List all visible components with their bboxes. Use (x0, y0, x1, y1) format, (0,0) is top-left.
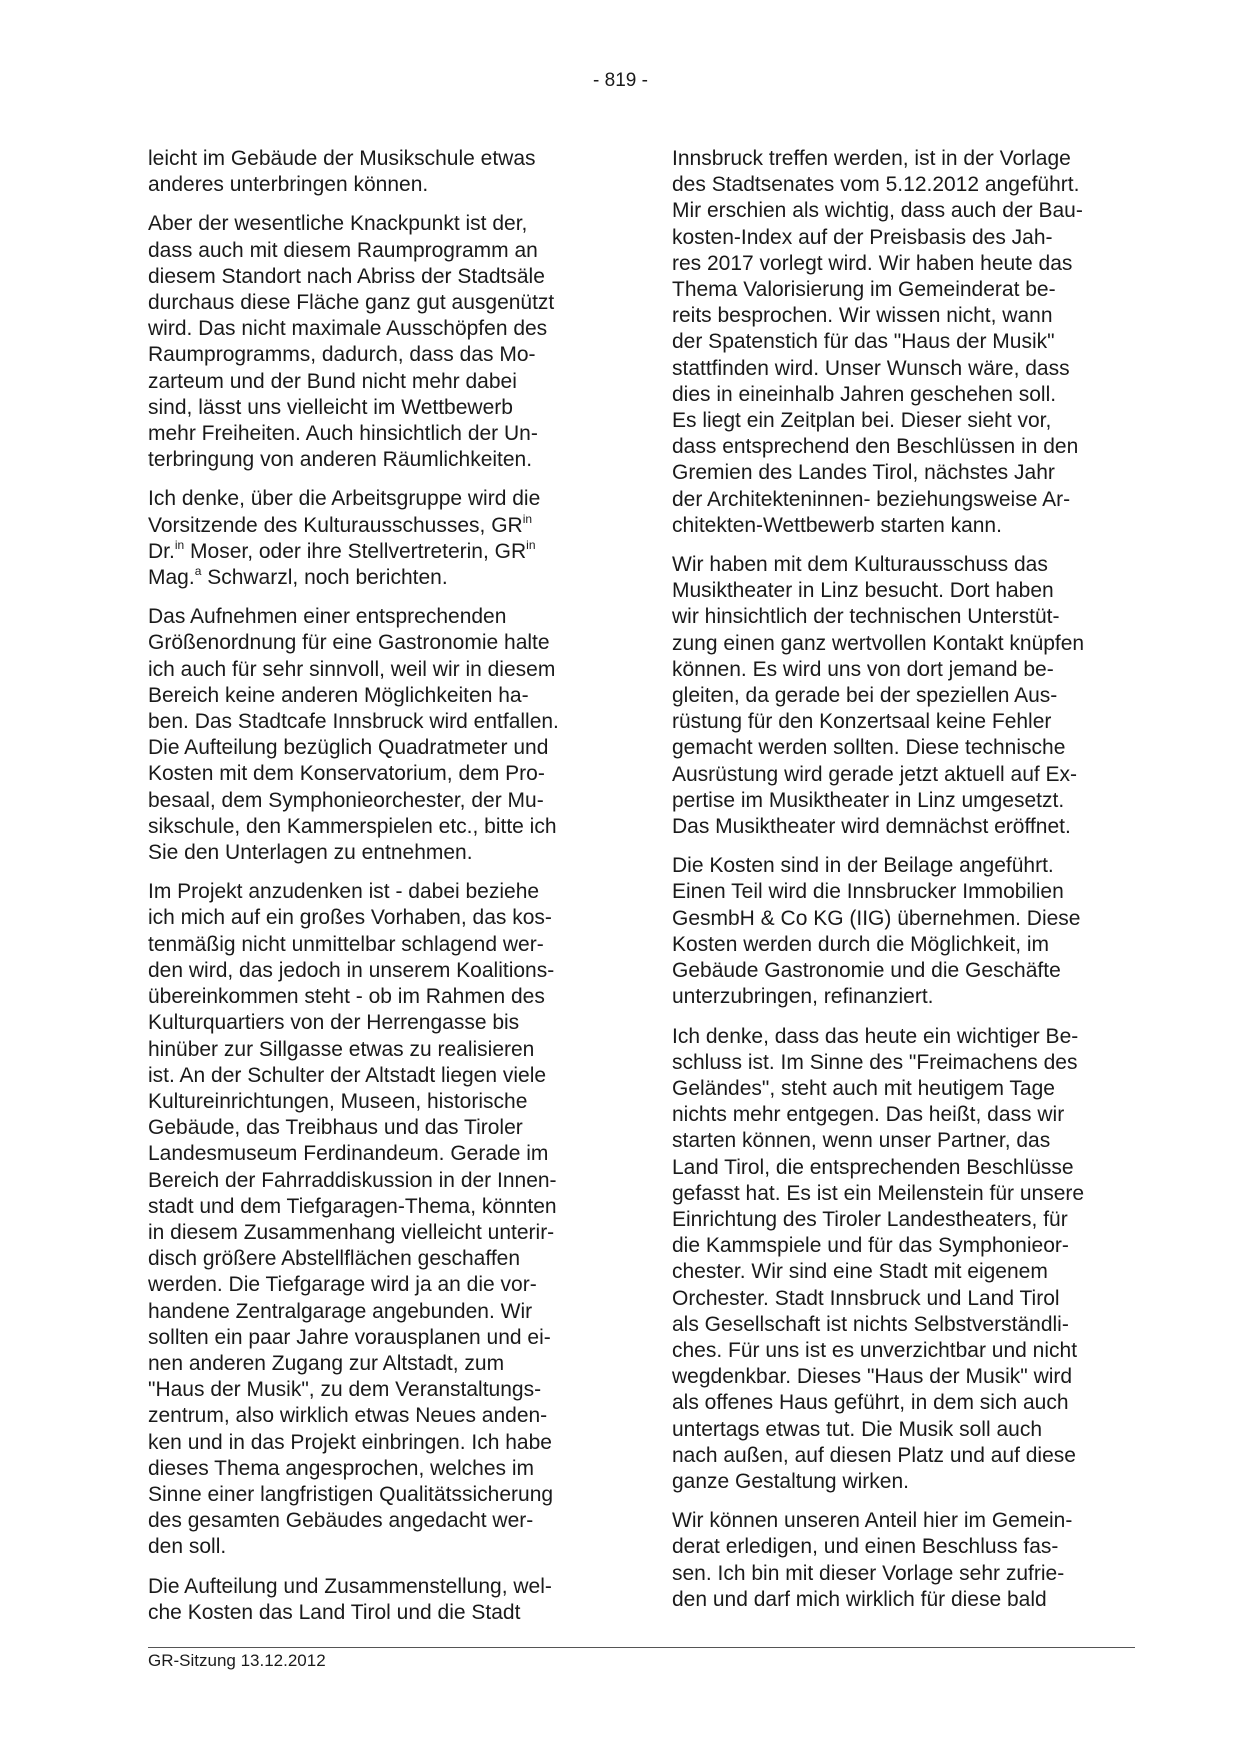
page-number: - 819 - (593, 70, 648, 91)
paragraph: Aber der wesentliche Knackpunkt ist der, dass auch mit diesem Raumprogramm an diesem Standort nach Abriss der Stadtsäle durchaus diese Fläche ganz gut ausgenützt wird. Das nicht maximale Ausschöpfen des Raumprogramms, dadurch, dass das Mo- zarteum und der Bund nicht mehr dabei sind, lässt uns vielleicht im Wettbewerb mehr Freiheiten. Auch hinsichtlich der Un- terbringung von anderen Räumlichkeiten. (148, 212, 555, 472)
paragraph: leicht im Gebäude der Musikschule etwas anderes unterbringen können. (148, 147, 536, 197)
superscript: in (522, 511, 533, 526)
paragraph: Die Aufteilung und Zusammenstellung, wel- che Kosten das Land Tirol und die Stadt (148, 1574, 552, 1624)
text-segment: Schwarzl, noch berichten. (201, 566, 448, 590)
paragraph: Ich denke, dass das heute ein wichtiger Be- schluss ist. Im Sinne des "Freimachens des Geländes", steht auch mit heutigem Tage nichts mehr entgegen. Das heißt, dass wir starten können, wenn unser Partner, das Land Tirol, die entsprechenden Beschlüsse gefasst hat. Es ist ein Meilenstein für unsere Einrichtung des Tiroler Landestheaters, für die Kammspiele und für das Symphonieor- chester. Wir sind eine Stadt mit eigenem Orchester. Stadt Innsbruck und Land Tirol als Gesellschaft ist nichts Selbstverständli- ches. Für uns ist es unverzichtbar und nicht wegdenkbar. Dieses "Haus der Musik" wird als offenes Haus geführt, in dem sich auch untertags etwas tut. Die Musik soll auch nach außen, auf diesen Platz und auf diese ganze Gestaltung wirken. (672, 1024, 1085, 1493)
text-segment: Moser, oder ihre Stellvertreterin, GR (184, 539, 527, 563)
paragraph: Die Kosten sind in der Beilage angeführt. Einen Teil wird die Innsbrucker Immobilien GesmbH & Co KG (IIG) übernehmen. Diese Kosten werden durch die Möglichkeit, im Gebäude Gastronomie und die Geschäfte unterzubringen, refinanziert. (672, 854, 1081, 1009)
text-segment: Dr. (148, 539, 175, 563)
footer-text: GR-Sitzung 13.12.2012 (148, 1651, 326, 1670)
paragraph-with-superscripts (148, 486, 598, 591)
superscript: in (174, 537, 185, 552)
paragraph: Wir haben mit dem Kulturausschuss das Musiktheater in Linz besucht. Dort haben wir hinsichtlich der technischen Unterstüt- zung einen ganz wertvollen Kontakt knüpfen können. Es wird uns von dort jemand be- gleiten, da gerade bei der speziellen Aus- rüstung für den Konzertsaal keine Fehler gemacht werden sollten. Diese technische Ausrüstung wird gerade jetzt aktuell auf Ex- pertise im Musiktheater in Linz umgesetzt. Das Musiktheater wird demnächst eröffnet. (672, 553, 1085, 839)
right-column (672, 146, 1132, 1626)
left-column (148, 146, 598, 1639)
paragraph: Innsbruck treffen werden, ist in der Vorlage des Stadtsenates vom 5.12.2012 angeführt. Mir erschien als wichtig, dass auch der Bau- kosten-Index auf der Preisbasis des Jah- res 2017 vorlegt wird. Wir haben heute das Thema Valorisierung im Gemeinderat be- reits besprochen. Wir wissen nicht, wann der Spatenstich für das "Haus der Musik" stattfinden wird. Unser Wunsch wäre, dass dies in eineinhalb Jahren geschehen soll. Es liegt ein Zeitplan bei. Dieser sieht vor, dass entsprechend den Beschlüssen in den Gremien des Landes Tirol, nächstes Jahr der Architekteninnen- beziehungsweise Ar- chitekten-Wettbewerb starten kann. (672, 147, 1083, 537)
paragraph: Das Aufnehmen einer entsprechenden Größenordnung für eine Gastronomie halte ich auch für sehr sinnvoll, weil wir in diesem Bereich keine anderen Möglichkeiten ha- ben. Das Stadtcafe Innsbruck wird entfallen. Die Aufteilung bezüglich Quadratmeter und Kosten mit dem Konservatorium, dem Pro- besaal, dem Symphonieorchester, der Mu- sikschule, den Kammerspielen etc., bitte ich Sie den Unterlagen zu entnehmen. (148, 605, 559, 865)
superscript: in (526, 537, 536, 552)
text-segment: Mag. (148, 566, 195, 590)
footer-divider (148, 1647, 1135, 1648)
text-segment: Ich denke, über die Arbeitsgruppe wird die Vorsitzende des Kulturausschusses, GR (148, 487, 541, 537)
superscript: a (194, 564, 202, 579)
paragraph: Im Projekt anzudenken ist - dabei beziehe ich mich auf ein großes Vorhaben, das kos- tenmäßig nicht unmittelbar schlagend wer- den wird, das jedoch in unserem Koalitions- übereinkommen steht - ob im Rahmen des Kulturquartiers von der Herrengasse bis hinüber zur Sillgasse etwas zu realisieren ist. An der Schulter der Altstadt liegen viele Kultureinrichtungen, Museen, historische Gebäude, das Treibhaus und das Tiroler Landesmuseum Ferdinandeum. Gerade im Bereich der Fahrraddiskussion in der Innen- stadt und dem Tiefgaragen-Thema, könnten in diesem Zusammenhang vielleicht unterir- disch größere Abstellflächen geschaffen werden. Die Tiefgarage wird ja an die vor- handene Zentralgarage angebunden. Wir sollten ein paar Jahre vorausplanen und ei- nen anderen Zugang zur Altstadt, zum "Haus der Musik", zu dem Veranstaltungs- zentrum, also wirklich etwas Neues anden- ken und in das Projekt einbringen. Ich habe dieses Thema angesprochen, welches im Sinne einer langfristigen Qualitätssicherung des gesamten Gebäudes angedacht wer- den soll. (148, 880, 557, 1559)
paragraph: Wir können unseren Anteil hier im Gemein- derat erledigen, und einen Beschluss fas- sen. Ich bin mit dieser Vorlage sehr zufrie- den und darf mich wirklich für diese bald (672, 1509, 1073, 1611)
